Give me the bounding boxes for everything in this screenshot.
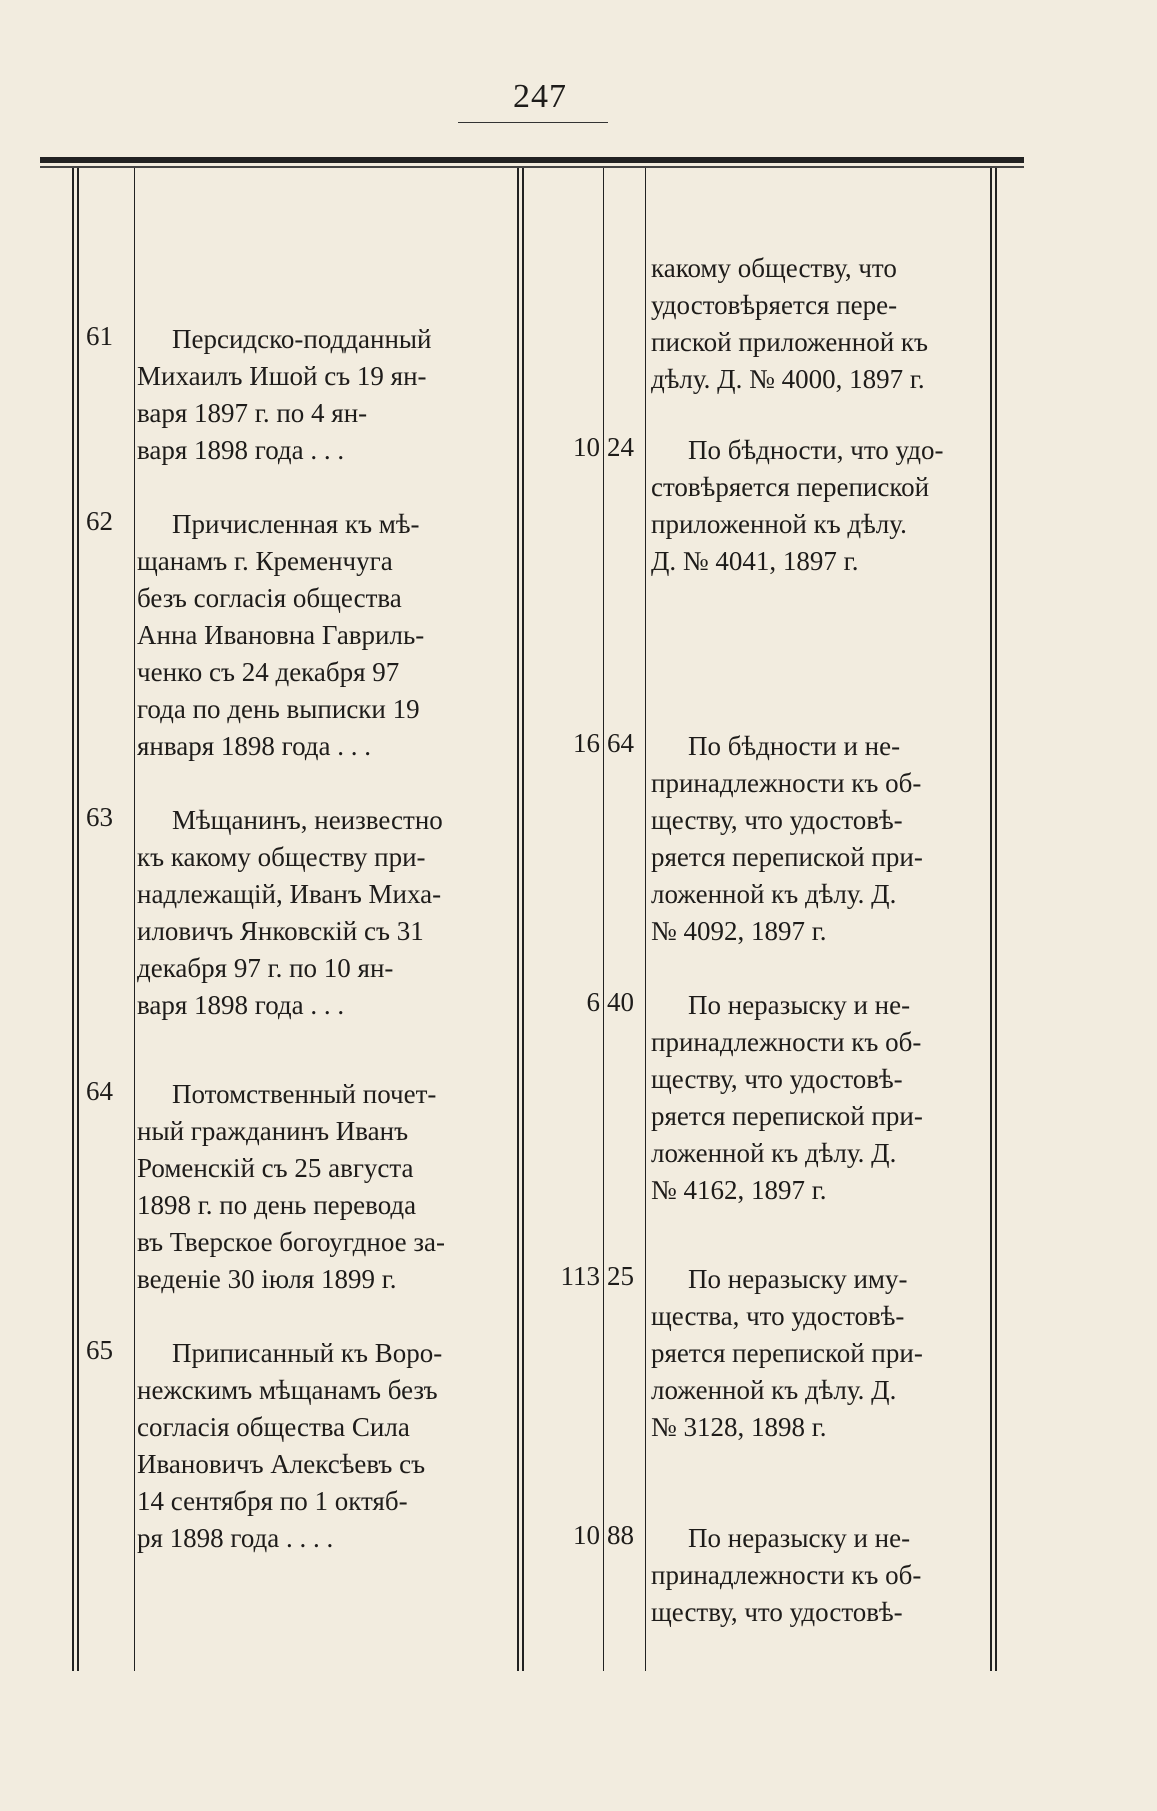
text-line: По бѣдности, что удо- [688, 435, 944, 465]
amount-rubles: 16 [573, 728, 600, 758]
page-number: 247 [513, 78, 567, 115]
text-line: Приписанный къ Воро- [172, 1338, 443, 1368]
text-line: принадлежности къ об- [651, 1560, 922, 1590]
text-line: ный гражданинъ Иванъ [137, 1116, 409, 1146]
text-line: варя 1897 г. по 4 ян- [137, 398, 368, 428]
text-line: надлежащій, Иванъ Миха- [137, 879, 442, 909]
text-line: Мѣщанинъ, неизвестно [172, 805, 443, 835]
amount-kopecks: 25 [607, 1261, 634, 1291]
text-line: щества, что удостовѣ- [651, 1301, 905, 1331]
text-line: принадлежности къ об- [651, 768, 922, 798]
text-line: ря 1898 года . . . . [137, 1523, 334, 1553]
table-top-rule-thin [40, 166, 1024, 168]
text-line: стовѣряется перепиской [651, 472, 930, 502]
text-line: По неразыску и не- [688, 990, 911, 1020]
column-rule [72, 168, 74, 1671]
column-rule [522, 168, 524, 1671]
text-line: ложенной къ дѣлу. Д. [651, 1138, 897, 1168]
text-line: удостовѣряется пере- [651, 290, 898, 320]
text-line: Персидско-подданный [172, 324, 432, 354]
amount-kopecks: 24 [607, 432, 634, 462]
text-line: какому обществу, что [651, 253, 897, 283]
text-line: ложенной къ дѣлу. Д. [651, 1375, 897, 1405]
amount-kopecks: 40 [607, 987, 634, 1017]
text-line: № 4092, 1897 г. [651, 916, 827, 946]
text-line: приложенной къ дѣлу. [651, 509, 907, 539]
text-line: веденіе 30 іюля 1899 г. [137, 1264, 397, 1294]
text-line: 1898 г. по день перевода [137, 1190, 417, 1220]
text-line: ряется перепиской при- [651, 1338, 923, 1368]
text-line: согласія общества Сила [137, 1412, 410, 1442]
text-line: 14 сентября по 1 октяб- [137, 1486, 408, 1516]
text-line: ряется перепиской при- [651, 842, 923, 872]
text-line: года по день выписки 19 [137, 694, 420, 724]
text-line: нежскимъ мѣщанамъ безъ [137, 1375, 438, 1405]
text-line: По бѣдности и не- [688, 731, 901, 761]
text-line: безъ согласія общества [137, 583, 402, 613]
text-line: Ивановичъ Алексѣевъ съ [137, 1449, 426, 1479]
column-rule [77, 168, 79, 1671]
text-line: ченко съ 24 декабря 97 [137, 657, 400, 687]
text-line: варя 1898 года . . . [137, 435, 345, 465]
text-line: ществу, что удостовѣ- [651, 805, 903, 835]
amount-kopecks: 88 [607, 1520, 634, 1550]
text-line: ряется перепиской при- [651, 1101, 923, 1131]
text-line: Роменскій съ 25 августа [137, 1153, 414, 1183]
amount-rubles: 10 [573, 432, 600, 462]
amount-rubles: 113 [560, 1261, 600, 1291]
column-rule [517, 168, 519, 1671]
text-line: Потомственный почет- [172, 1079, 437, 1109]
text-line: Михаилъ Ишой съ 19 ян- [137, 361, 427, 391]
text-line: декабря 97 г. по 10 ян- [137, 953, 394, 983]
column-rule [603, 168, 604, 1671]
text-line: принадлежности къ об- [651, 1027, 922, 1057]
text-line: ществу, что удостовѣ- [651, 1064, 903, 1094]
text-line: № 3128, 1898 г. [651, 1412, 827, 1442]
entry-number: 63 [86, 802, 113, 832]
text-line: дѣлу. Д. № 4000, 1897 г. [651, 364, 925, 394]
text-line: января 1898 года . . . [137, 731, 372, 761]
entry-number: 62 [86, 506, 113, 536]
text-line: иловичъ Янковскій съ 31 [137, 916, 424, 946]
entry-number: 64 [86, 1076, 113, 1106]
amount-rubles: 6 [586, 987, 600, 1017]
entry-number: 61 [86, 321, 113, 351]
text-line: къ какому обществу при- [137, 842, 426, 872]
text-line: Причисленная къ мѣ- [172, 509, 420, 539]
text-line: Анна Ивановна Гавриль- [137, 620, 425, 650]
column-rule [645, 168, 646, 1671]
amount-kopecks: 64 [607, 728, 634, 758]
text-line: ществу, что удостовѣ- [651, 1597, 903, 1627]
table-top-rule-thick [40, 157, 1024, 163]
text-line: щанамъ г. Кременчуга [137, 546, 393, 576]
text-line: По неразыску иму- [688, 1264, 908, 1294]
text-line: пиской приложенной къ [651, 327, 928, 357]
column-rule [134, 168, 135, 1671]
page-number-rule [458, 122, 608, 123]
column-rule [990, 168, 992, 1671]
text-line: Д. № 4041, 1897 г. [651, 546, 859, 576]
text-line: № 4162, 1897 г. [651, 1175, 827, 1205]
text-line: По неразыску и не- [688, 1523, 911, 1553]
text-line: въ Тверское богоугдное за- [137, 1227, 446, 1257]
text-line: ложенной къ дѣлу. Д. [651, 879, 897, 909]
text-line: варя 1898 года . . . [137, 990, 345, 1020]
column-rule [995, 168, 997, 1671]
amount-rubles: 10 [573, 1520, 600, 1550]
entry-number: 65 [86, 1335, 113, 1365]
